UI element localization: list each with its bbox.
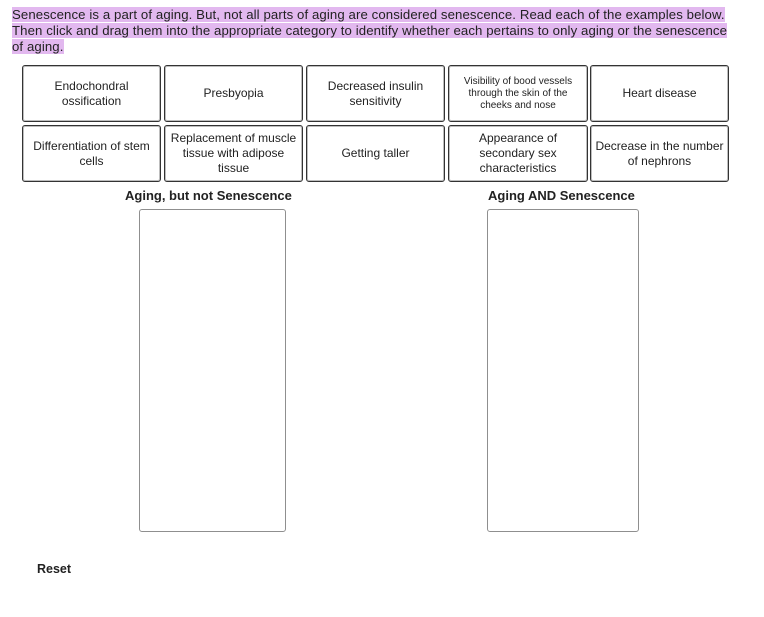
card-secondary-sex-characteristics[interactable]: Appearance of secondary sex characteristics	[448, 125, 588, 182]
card-visibility-of-blood-vessels[interactable]: Visibility of bood vessels through the skin of the cheeks and nose	[448, 65, 588, 122]
card-decreased-insulin-sensitivity[interactable]: Decreased insulin sensitivity	[306, 65, 445, 122]
instructions-highlight: Senescence is a part of aging. But, not all parts of aging are considered senescence. Read each of the examples below. Then click and drag them into the appropriate category to identify whether each pertains to only aging or the senescence of aging.	[12, 7, 728, 54]
drop-zone-aging-not-senescence[interactable]	[139, 209, 286, 532]
instructions-text	[12, 7, 732, 55]
card-heart-disease[interactable]: Heart disease	[590, 65, 729, 122]
card-differentiation-of-stem-cells[interactable]: Differentiation of stem cells	[22, 125, 161, 182]
card-getting-taller[interactable]: Getting taller	[306, 125, 445, 182]
card-endochondral-ossification[interactable]: Endochondral ossification	[22, 65, 161, 122]
drop-zone-aging-and-senescence[interactable]	[487, 209, 639, 532]
bin-title-aging-and-senescence: Aging AND Senescence	[488, 188, 635, 203]
reset-button[interactable]: Reset	[37, 562, 72, 576]
bin-title-aging-not-senescence: Aging, but not Senescence	[125, 188, 292, 203]
card-decrease-in-nephrons[interactable]: Decrease in the number of nephrons	[590, 125, 729, 182]
card-replacement-of-muscle-tissue[interactable]: Replacement of muscle tissue with adipose tissue	[164, 125, 303, 182]
card-presbyopia[interactable]: Presbyopia	[164, 65, 303, 122]
